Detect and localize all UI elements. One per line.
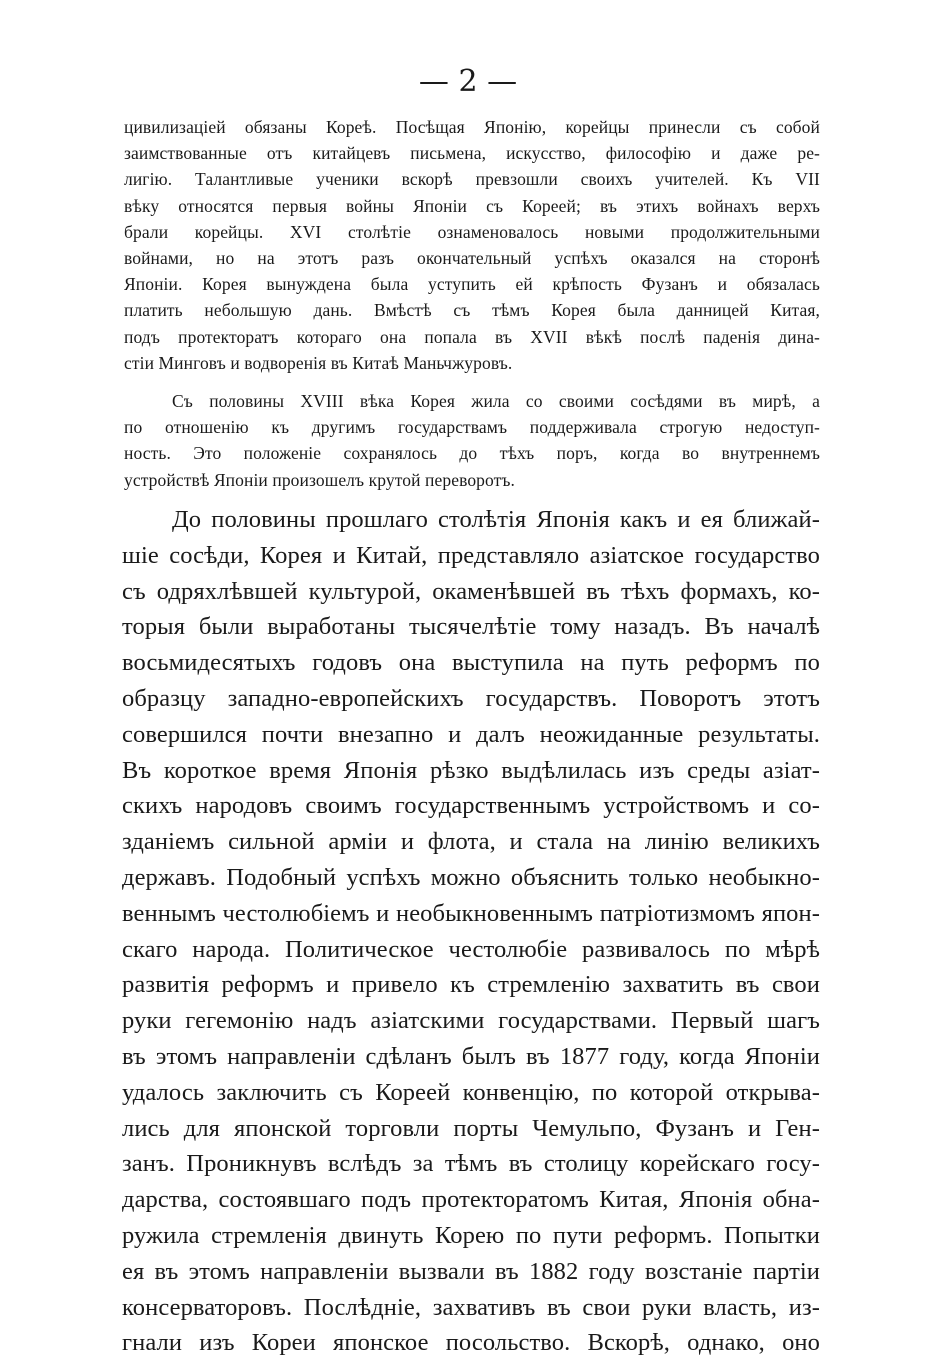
text-line: образцу западно-европейскихъ государствъ. Поворотъ этотъ [122,684,820,712]
text-line: ружила стремленiя двинуть Корею по пути реформъ. Попытки [122,1221,820,1249]
text-line: ность. Это положенiе сохранялось до тѣхъ поръ, когда во внутреннемъ [124,443,820,464]
paragraph-small-2 [124,388,820,493]
text-line: гнали изъ Кореи японское посольство. Вскорѣ, однако, оно [122,1329,820,1357]
paragraph-small-1 [124,114,820,376]
text-line: лигiю. Талантливые ученики вскорѣ превзошли своихъ учителей. Къ VII [124,169,820,190]
text-line: занъ. Проникнувъ вслѣдъ за тѣмъ въ столицу корейскаго госу- [122,1150,820,1178]
text-line: Съ половины XVIII вѣка Корея жила со своими сосѣдями въ мирѣ, а [172,391,820,411]
text-line: совершился почти внезапно и далъ неожиданные результаты. [122,720,820,748]
text-line: шiе сосѣди, Корея и Китай, представляло азiатское государство [122,541,820,569]
text-line: консерваторовъ. Послѣднiе, захвативъ въ свои руки власть, из- [122,1293,820,1321]
text-line: подъ протекторатъ котораго она попала въ XVII вѣкѣ послѣ паденiя дина- [124,326,820,347]
text-line: вѣку относятся первыя войны Японiи съ Кореей; въ этихъ войнахъ верхъ [124,195,820,216]
text-line: Въ короткое время Японiя рѣзко выдѣлилась изъ среды азiат- [122,756,820,784]
text-line: торыя были выработаны тысячелѣтiе тому назадъ. Въ началѣ [122,613,820,641]
text-line: по отношенiю къ другимъ государствамъ поддерживала строгую недоступ- [124,417,820,438]
text-line: зданiемъ сильной армiи и флота, и стала на линiю великихъ [122,828,820,856]
text-line: войнами, но на этотъ разъ окончательный успѣхъ оказался на сторонѣ [124,248,820,269]
text-line: восьмидесятыхъ годовъ она выступила на путь реформъ по [122,649,820,677]
text-line: брали корейцы. XVI столѣтiе ознаменовалось новыми продолжительными [124,221,820,242]
text-line: въ этомъ направленiи сдѣланъ былъ въ 1877 году, когда Японiи [122,1042,820,1070]
text-line: съ одряхлѣвшей культурой, окаменѣвшей въ тѣхъ формахъ, ко- [122,577,820,605]
text-line: скаго народа. Политическое честолюбiе развивалось по мѣрѣ [122,935,820,963]
text-line: скихъ народовъ своимъ государственнымъ устройствомъ и со- [122,792,820,820]
text-line: веннымъ честолюбiемъ и необыкновеннымъ патрiотизмомъ япон- [122,899,820,927]
page-number: — 2 — [418,64,518,99]
text-line: ея въ этомъ направленiи вызвали въ 1882 году возстанiе партiи [122,1257,820,1285]
text-line: руки гегемонiю надъ азiатскими государствами. Первый шагъ [122,1007,820,1035]
text-line: устройствѣ Японiи произошелъ крутой переворотъ. [124,469,516,490]
text-line: цивилизацiей обязаны Кореѣ. Посѣщая Японiю, корейцы принесли съ собой [124,117,820,137]
text-line: удалось заключить съ Кореей конвенцiю, по которой открыва- [122,1078,820,1106]
text-line: До половины прошлаго столѣтiя Японiя какъ и ея ближай- [172,506,820,533]
text-line: стiи Минговъ и водворенiя въ Китаѣ Маньчжуровъ. [124,352,513,373]
text-line: дарства, состоявшаго подъ протекторатомъ Китая, Японiя обна- [122,1186,820,1214]
text-line: заимствованные отъ китайцевъ письмена, искусство, философiю и даже ре- [124,143,820,164]
text-line: лись для японской торговли порты Чемульпо, Фузанъ и Ген- [122,1114,820,1142]
paragraph-large [122,502,820,1361]
text-line: Японiи. Корея вынуждена была уступить ей крѣпость Фузанъ и обязалась [124,274,820,295]
text-line: развитiя реформъ и привело къ стремленiю захватить въ свои [122,971,820,999]
text-line: державъ. Подобный успѣхъ можно объяснить только необыкно- [122,863,820,891]
text-line: платить небольшую дань. Вмѣстѣ съ тѣмъ Корея была данницей Китая, [124,300,820,321]
